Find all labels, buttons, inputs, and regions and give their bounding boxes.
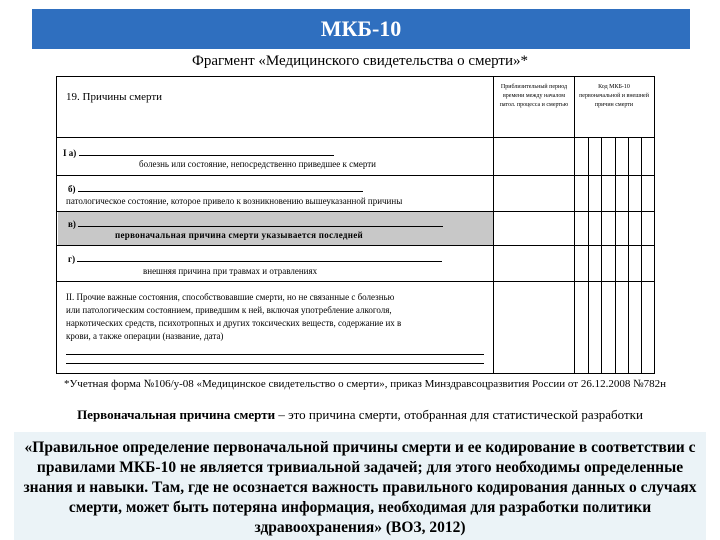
row-d-blank: [77, 253, 442, 262]
row-c-prefix: в): [68, 219, 76, 229]
row-b-field[interactable]: [68, 183, 363, 194]
row-a-note: болезнь или состояние, непосредственно приведшее к смерти: [139, 159, 376, 169]
row-divider: [57, 245, 654, 246]
footnote: *Учетная форма №106/у-08 «Медицинское свидетельство о смерти», приказ Минздравсоцразвития России от 26.12.2008 №782н: [64, 378, 666, 390]
slide-title: МКБ-10: [320, 16, 402, 41]
part2-line: наркотических средств, психотропных и других токсических веществ, содержание их в: [66, 318, 402, 328]
slide-subtitle: Фрагмент «Медицинского свидетельства о смерти»*: [191, 53, 529, 69]
code-cell-divider: [588, 137, 589, 374]
header-divider: [57, 137, 654, 138]
row-a-blank: [79, 147, 334, 156]
part2-line: крови, а также операции (название, дата): [66, 331, 224, 341]
who-quote-source: (ВОЗ, 2012): [385, 519, 466, 536]
code-cell-divider: [601, 137, 602, 374]
row-d-field[interactable]: [68, 253, 442, 264]
definition-term: Первоначальная причина смерти: [77, 407, 276, 422]
who-quote-text: «Правильное определение первоначальной причины смерти и ее кодирование в соответствии с правилами МКБ-10 не является тривиальной задачей; для этого необходимы определенные знания и навыки. Там, где не осознается важность правильного кодирования данных о случаях смерти, может быть потеряна информация, необходимая для разработки политики здравоохранения»: [23, 439, 697, 536]
row-b-prefix: б): [68, 184, 76, 194]
part2-blank-line[interactable]: [66, 354, 484, 355]
code-cell-divider: [628, 137, 629, 374]
row-c-field[interactable]: [68, 218, 443, 229]
column-divider: [574, 77, 575, 374]
title-banner: [32, 9, 690, 49]
part2-line: II. Прочие важные состояния, способствовавшие смерти, но не связанные с болезнью: [66, 292, 395, 302]
row-divider: [57, 175, 654, 176]
interval-column-header: Приблизительный период времени между началом патол. процесса и смертью: [499, 84, 569, 108]
other-conditions-text: [66, 291, 496, 343]
row-a-prefix: I а): [63, 148, 77, 158]
part2-line: или патологическим состоянием, приведшим к ней, включая употребление алкоголя,: [66, 305, 392, 315]
row-divider: [57, 281, 654, 282]
row-c-blank: [78, 218, 443, 227]
definition-rest: – это причина смерти, отобранная для статистической разработки: [275, 407, 643, 422]
row-d-prefix: г): [68, 254, 76, 264]
row-b-blank: [78, 183, 363, 192]
row-a-field[interactable]: [63, 147, 334, 158]
code-cell-divider: [641, 137, 642, 374]
row-c-note: первоначальная причина смерти указывается последней: [115, 230, 364, 240]
definition: [0, 407, 720, 423]
death-certificate-fragment: [56, 76, 655, 374]
who-quote-box: [14, 432, 706, 540]
row-b-note: патологическое состояние, которое привело к возникновению вышеуказанной причины: [66, 196, 403, 206]
who-quote: [14, 438, 706, 538]
code-column-header: Код МКБ-10 первоначальной и внешней причин смерти: [579, 84, 649, 108]
row-d-note: внешняя причина при травмах и отравлениях: [143, 266, 318, 276]
code-cell-divider: [615, 137, 616, 374]
section-label: 19. Причины смерти: [66, 91, 163, 103]
part2-blank-line[interactable]: [66, 363, 484, 364]
